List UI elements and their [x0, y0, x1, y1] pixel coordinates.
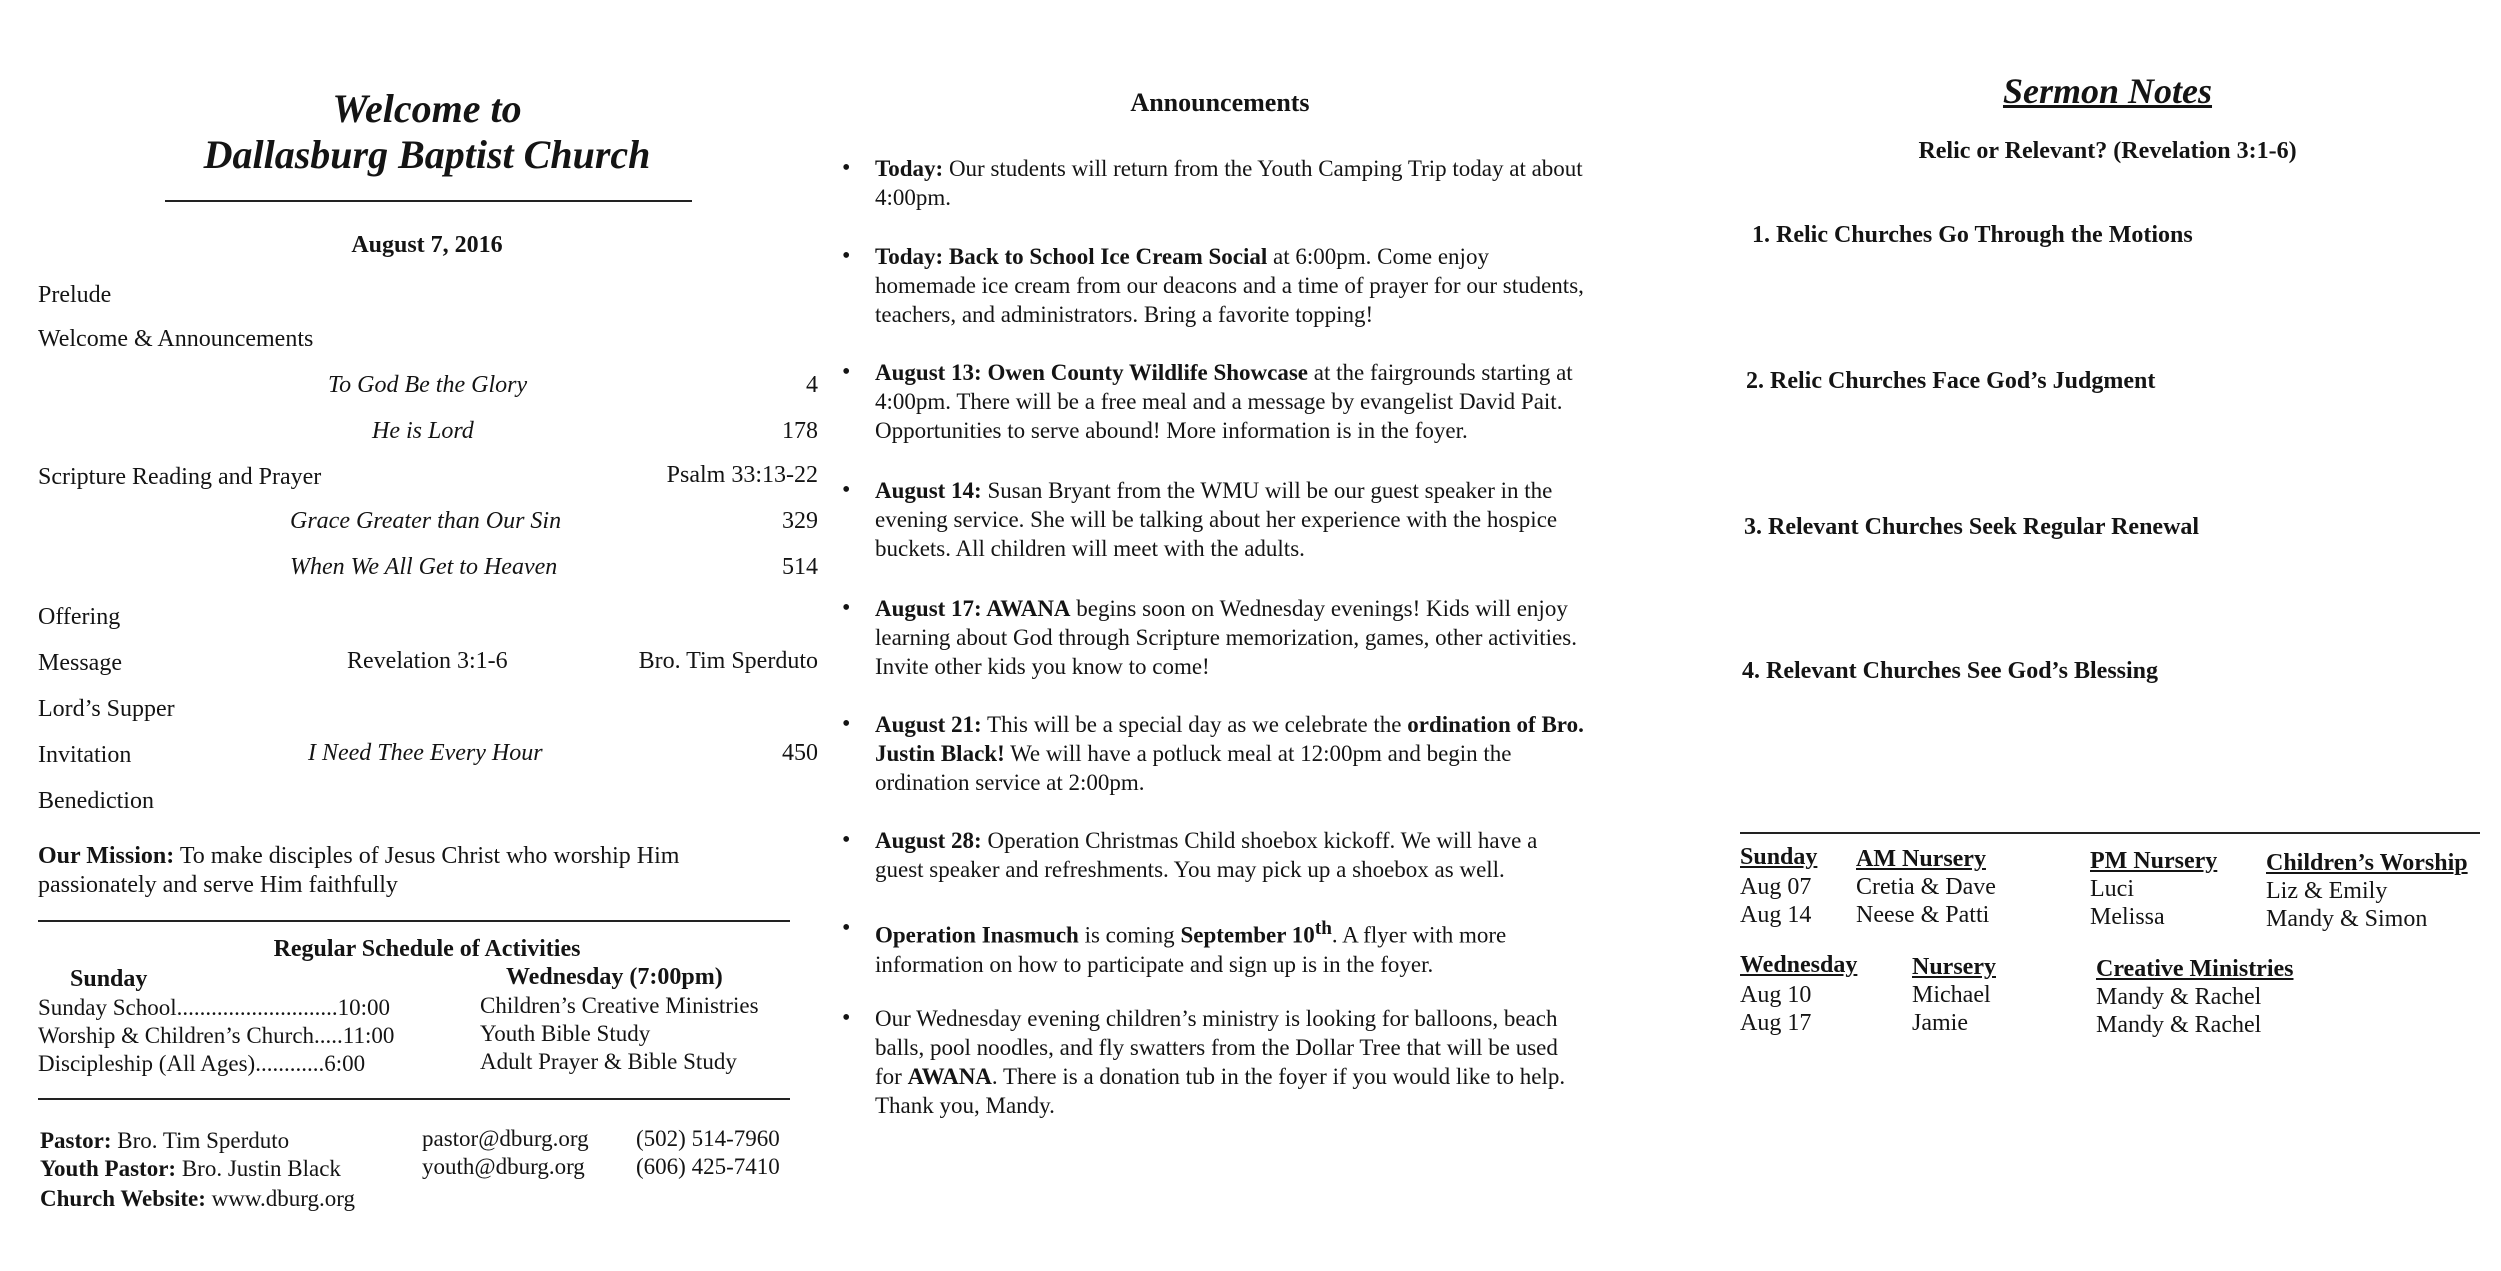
announcement-item: • Today: Our students will return from the Youth Camping Trip today at about 4:00pm.: [842, 155, 1583, 210]
schedule-sunday-item: Sunday School............................10:00: [38, 995, 391, 1020]
schedule-divider-top: [38, 920, 790, 922]
pm-nursery-workers: Melissa: [2090, 904, 2165, 930]
pastor-phone: (502) 514-7960: [636, 1126, 780, 1151]
order-invitation: Invitation: [38, 742, 132, 768]
pastor-name: Bro. Tim Sperduto: [111, 1128, 290, 1153]
order-of-service-column: [32, 0, 818, 1271]
sermon-point: 1. Relic Churches Go Through the Motions: [1752, 222, 2193, 248]
childrens-worship-workers: Mandy & Simon: [2266, 906, 2428, 932]
sermon-notes-title: Sermon Notes: [2002, 71, 2213, 111]
hymn-number: 329: [782, 508, 818, 534]
hymn-title: When We All Get to Heaven: [290, 554, 558, 580]
announcement-item: • Operation Inasmuch is coming September 10th. A flyer with more information on how to participate and sign up is in the foyer.: [842, 915, 1507, 977]
schedule-sunday-item: Discipleship (All Ages)............6:00: [38, 1051, 366, 1076]
order-offering: Offering: [38, 604, 121, 630]
bullet-icon: •: [842, 595, 851, 621]
sermon-point: 2. Relic Churches Face God’s Judgment: [1746, 368, 2156, 394]
order-prelude: Prelude: [38, 282, 112, 308]
sermon-notes-column: [1730, 0, 2485, 1271]
creative-ministries-heading: Creative Ministries: [2096, 956, 2294, 982]
sermon-point: 4. Relevant Churches See God’s Blessing: [1742, 658, 2159, 684]
service-date: August 7, 2016: [351, 232, 503, 258]
pastor-contact: [40, 1128, 289, 1154]
wednesday-nursery-workers: Michael: [1912, 982, 1991, 1008]
mission-label: Our Mission:: [38, 843, 175, 869]
nursery-date: Aug 10: [1740, 982, 1812, 1008]
announcement-item: • August 14: Susan Bryant from the WMU will be our guest speaker in the evening service. She will be talking about her experience with the hospice buckets. All children will meet with the adults.: [842, 477, 1558, 561]
announcement-item: • August 21: This will be a special day as we celebrate the ordination of Bro. Justin Black! We will have a potluck meal at 12:00pm and begin the ordination service at 2:00pm.: [842, 711, 1584, 795]
announcement-item: • Today: Back to School Ice Cream Social at 6:00pm. Come enjoy homemade ice cream from our deacons and a time of prayer for our students, teachers, and administrators. Bring a favorite topping!: [842, 243, 1584, 327]
schedule-wednesday-item: Children’s Creative Ministries: [480, 993, 759, 1018]
hymn-title: Grace Greater than Our Sin: [290, 508, 562, 534]
wednesday-nursery-heading: Nursery: [1912, 954, 1996, 980]
nursery-date: Aug 07: [1740, 874, 1812, 900]
mission-statement: [38, 842, 788, 900]
schedule-title: Regular Schedule of Activities: [273, 936, 581, 962]
order-message: Message: [38, 650, 122, 676]
nursery-wednesday-heading: Wednesday: [1740, 952, 1858, 978]
youth-pastor-contact: [40, 1156, 341, 1182]
wednesday-nursery-workers: Jamie: [1912, 1010, 1968, 1036]
bullet-icon: •: [842, 827, 851, 853]
creative-ministries-workers: Mandy & Rachel: [2096, 1012, 2262, 1038]
church-website: [40, 1186, 355, 1212]
schedule-sunday-heading: Sunday: [70, 966, 148, 992]
pm-nursery-heading: PM Nursery: [2090, 848, 2218, 874]
schedule-sunday-item: Worship & Children’s Church.....11:00: [38, 1023, 395, 1048]
message-speaker: Bro. Tim Sperduto: [638, 648, 818, 674]
announcement-item: • Our Wednesday evening children’s ministry is looking for balloons, beach balls, pool noodles, and fly swatters from the Dollar Tree that will be used for AWANA. There is a donation tub in the foyer if you would like to help. Thank you, Mandy.: [842, 1005, 1566, 1118]
bullet-icon: •: [842, 711, 851, 737]
welcome-heading-line1: Welcome to: [332, 86, 522, 131]
bullet-icon: •: [842, 243, 851, 269]
order-benediction: Benediction: [38, 788, 154, 814]
website-url: www.dburg.org: [205, 1186, 355, 1211]
youth-pastor-name: Bro. Justin Black: [176, 1156, 341, 1181]
message-reference: Revelation 3:1-6: [347, 648, 508, 674]
order-scripture: Scripture Reading and Prayer: [38, 464, 322, 490]
order-welcome: Welcome & Announcements: [38, 326, 314, 352]
pm-nursery-workers: Luci: [2090, 876, 2134, 902]
announcement-item: • August 28: Operation Christmas Child shoebox kickoff. We will have a guest speaker and refreshments. You may pick up a shoebox as well.: [842, 827, 1538, 882]
nursery-date: Aug 14: [1740, 902, 1812, 928]
bullet-icon: •: [842, 477, 851, 503]
hymn-title: He is Lord: [372, 418, 474, 444]
sermon-point: 3. Relevant Churches Seek Regular Renewal: [1744, 514, 2200, 540]
nursery-sunday-heading: Sunday: [1740, 844, 1818, 870]
childrens-worship-workers: Liz & Emily: [2266, 878, 2388, 904]
announcement-item: • August 13: Owen County Wildlife Showcase at the fairgrounds starting at 4:00pm. There will be a free meal and a message by evangelist David Pait. Opportunities to serve abound! More information is in the foyer.: [842, 359, 1573, 443]
announcement-item: • August 17: AWANA begins soon on Wednesday evenings! Kids will enjoy learning about God through Scripture memorization, games, other activities. Invite other kids you know to come!: [842, 595, 1577, 679]
scripture-reference: Psalm 33:13-22: [666, 462, 818, 488]
hymn-number: 450: [782, 740, 818, 766]
am-nursery-workers: Cretia & Dave: [1856, 874, 1996, 900]
heading-divider: [165, 200, 692, 202]
schedule-divider-bottom: [38, 1098, 790, 1100]
sermon-subtitle: Relic or Relevant? (Revelation 3:1-6): [1918, 138, 2297, 164]
nursery-divider: [1740, 832, 2480, 834]
announcements-column: [840, 0, 1630, 1271]
schedule-wednesday-heading: Wednesday (7:00pm): [506, 964, 723, 990]
hymn-title: To God Be the Glory: [328, 372, 528, 398]
welcome-heading-line2: Dallasburg Baptist Church: [203, 132, 651, 177]
youth-pastor-label: Youth Pastor:: [40, 1156, 177, 1181]
website-label: Church Website:: [40, 1186, 206, 1211]
hymn-number: 178: [782, 418, 818, 444]
bullet-icon: •: [842, 359, 851, 385]
youth-pastor-email: youth@dburg.org: [422, 1154, 585, 1179]
invitation-hymn: I Need Thee Every Hour: [308, 740, 543, 766]
hymn-number: 514: [782, 554, 818, 580]
schedule-wednesday-item: Adult Prayer & Bible Study: [480, 1049, 737, 1074]
order-lords-supper: Lord’s Supper: [38, 696, 175, 722]
nursery-date: Aug 17: [1740, 1010, 1812, 1036]
bullet-icon: •: [842, 1005, 851, 1031]
childrens-worship-heading: Children’s Worship: [2266, 850, 2468, 876]
bullet-icon: •: [842, 155, 851, 181]
announcements-title: Announcements: [1130, 88, 1310, 117]
schedule-wednesday-item: Youth Bible Study: [480, 1021, 651, 1046]
pastor-email: pastor@dburg.org: [422, 1126, 589, 1151]
youth-pastor-phone: (606) 425-7410: [636, 1154, 780, 1179]
bullet-icon: •: [842, 915, 851, 941]
am-nursery-workers: Neese & Patti: [1856, 902, 1990, 928]
pastor-label: Pastor:: [40, 1128, 112, 1153]
hymn-number: 4: [806, 372, 818, 398]
am-nursery-heading: AM Nursery: [1856, 846, 1986, 872]
creative-ministries-workers: Mandy & Rachel: [2096, 984, 2262, 1010]
mission-text: To make disciples of Jesus Christ who worship Him passionately and serve Him faithfully: [38, 843, 680, 898]
